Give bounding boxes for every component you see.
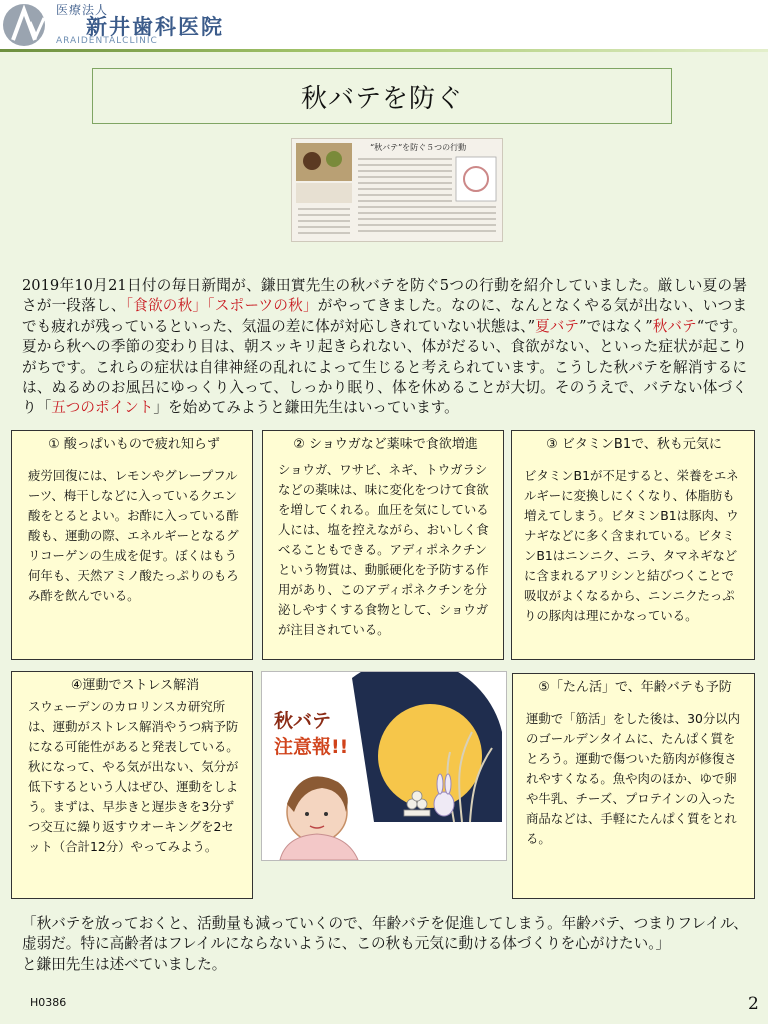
newspaper-clipping-image xyxy=(292,139,502,241)
keyword-appetite: 「食欲の秋」 xyxy=(125,297,208,315)
point-card-title: ② ショウガなど薬味で食欲増進 xyxy=(293,437,478,452)
point-card-5 xyxy=(512,673,755,899)
page-number: 2 xyxy=(748,994,759,1014)
keyword-summer-fatigue: 夏バテ xyxy=(535,317,580,335)
clipping-headline: “秋バテ”を防ぐ５つの行動 xyxy=(370,143,467,152)
intro-text: がやってきました。なのに、なんとなくやる気が出ない、いつまでも疲れが残っているといった、気温の差に体が対応しきれていない状態は、” xyxy=(22,297,747,335)
point-card-title: ⑤「たん活」で、年齢バテも予防 xyxy=(538,680,732,695)
closing-quote-text: 「秋バテを放っておくと、活動量も減っていくので、年齢バテを促進してしまう。年齢バテ、つまりフレイル、虚弱だ。特に高齢者はフレイルにならないように、この秋も元気に動ける体づくりを心がけたい。」 xyxy=(22,915,748,953)
point-card-2 xyxy=(262,430,504,660)
intro-text: 」を始めてみようと鎌田先生はいっています。 xyxy=(153,399,459,417)
intro-paragraph xyxy=(22,276,747,419)
keyword-sports: 「スポーツの秋」 xyxy=(207,297,318,315)
page-title: 秋バテを防ぐ xyxy=(300,83,463,114)
closing-quote xyxy=(22,914,752,975)
point-card-4 xyxy=(11,671,253,899)
clinic-roman-name: ARAIDENTALCLINIC xyxy=(56,36,158,46)
point-card-3 xyxy=(511,430,755,660)
header-divider xyxy=(0,49,768,52)
point-card-title: ③ ビタミンB1で、秋も元気に xyxy=(546,437,722,452)
point-card-body: 運動で「筋活」をした後は、30分以内のゴールデンタイムに、たんぱく質をとろう。運動で傷ついた筋肉が修復されやすくなる。魚や肉のほか、ゆで卵や牛乳、チーズ、プロテインの入った商品などは、手軽にたんぱく質をとれる。 xyxy=(526,711,741,846)
point-card-title: ④運動でストレス解消 xyxy=(70,678,200,693)
keyword-autumn-fatigue: 秋バテ xyxy=(652,317,697,335)
point-card-body: スウェーデンのカロリンスカ研究所は、運動がストレス解消やうつ病予防になる可能性があると発表している。秋になって、やる気が出ない、気分が低下するという人はぜひ、運動をしよう。まずは、早歩きと遅歩きを3分ずつ交互に繰り返すウオーキングを2セット（合計12分）やってみよう。 xyxy=(28,699,239,854)
document-code: H0386 xyxy=(30,996,67,1009)
illustration-caption-line1: 秋バテ xyxy=(274,710,332,732)
moon-scene-illustration xyxy=(262,672,506,860)
newspaper-clipping xyxy=(291,138,503,242)
point-card-body: ビタミンB1が不足すると、栄養をエネルギーに変換しにくくなり、体脂肪も増えてしまう。ビタミンB1は豚肉、ウナギなどに多く含まれている。ビタミンB1はニンニク、ニラ、タマネギなどに含まれるアリシンと結びつくことで吸収がよくなるから、ニンニクたっぷりの豚肉は理にかなっている。 xyxy=(524,468,739,623)
intro-text: 2019年10月21日付の毎日新聞が、鎌田實先生の秋バテを防ぐ5つの行動を紹介していました。厳しい夏の暑さが一段落し、 xyxy=(22,277,747,315)
point-card-body: ショウガ、ワサビ、ネギ、トウガラシなどの薬味は、味に変化をつけて食欲を増してくれる。血圧を気にしている人には、塩を控えながら、おいしく食べることもできる。アディポネクチンという物質は、動脈硬化を予防する作用があり、このアディポネクチンを分泌しやすくする食物として、ショウガが注目されている。 xyxy=(278,462,489,637)
point-card-body: 疲労回復には、レモンやグレープフルーツ、梅干しなどに入っているクエン酸をとるとよい。お酢に入っている酢酸も、運動の際、エネルギーとなるグリコーゲンの生成を促す。ぼくはもう何年も、天然アミノ酸たっぷりのもろみ酢を飲んでいる。 xyxy=(28,468,239,603)
autumn-fatigue-illustration xyxy=(261,671,507,861)
clinic-name: 新井歯科医院 xyxy=(86,15,224,39)
clinic-header xyxy=(0,0,768,50)
point-card-title: ① 酸っぱいもので疲れ知らず xyxy=(48,437,220,452)
keyword-five-points: 五つのポイント xyxy=(51,399,154,417)
intro-text: ”ではなく” xyxy=(579,317,653,335)
intro-text: “です。夏から秋への季節の変わり目は、朝スッキリ起きられない、体がだるい、食欲がない、といった症状が起こりがちです。これらの症状は自律神経の乱れによって生じると考えられています。こうした秋バテを解消するには、ぬるめのお風呂にゆっくり入って、しっかり眠り、体を休めることが大切。そのうえで、バテない体づくり「 xyxy=(22,317,747,417)
clinic-corp-label: 医療法人 xyxy=(56,3,109,17)
point-card-1 xyxy=(11,430,253,660)
clinic-logo-icon xyxy=(0,2,52,48)
page-title-box xyxy=(92,68,672,124)
illustration-caption-line2: 注意報!! xyxy=(274,736,349,758)
closing-attribution: と鎌田先生は述べていました。 xyxy=(22,955,227,973)
